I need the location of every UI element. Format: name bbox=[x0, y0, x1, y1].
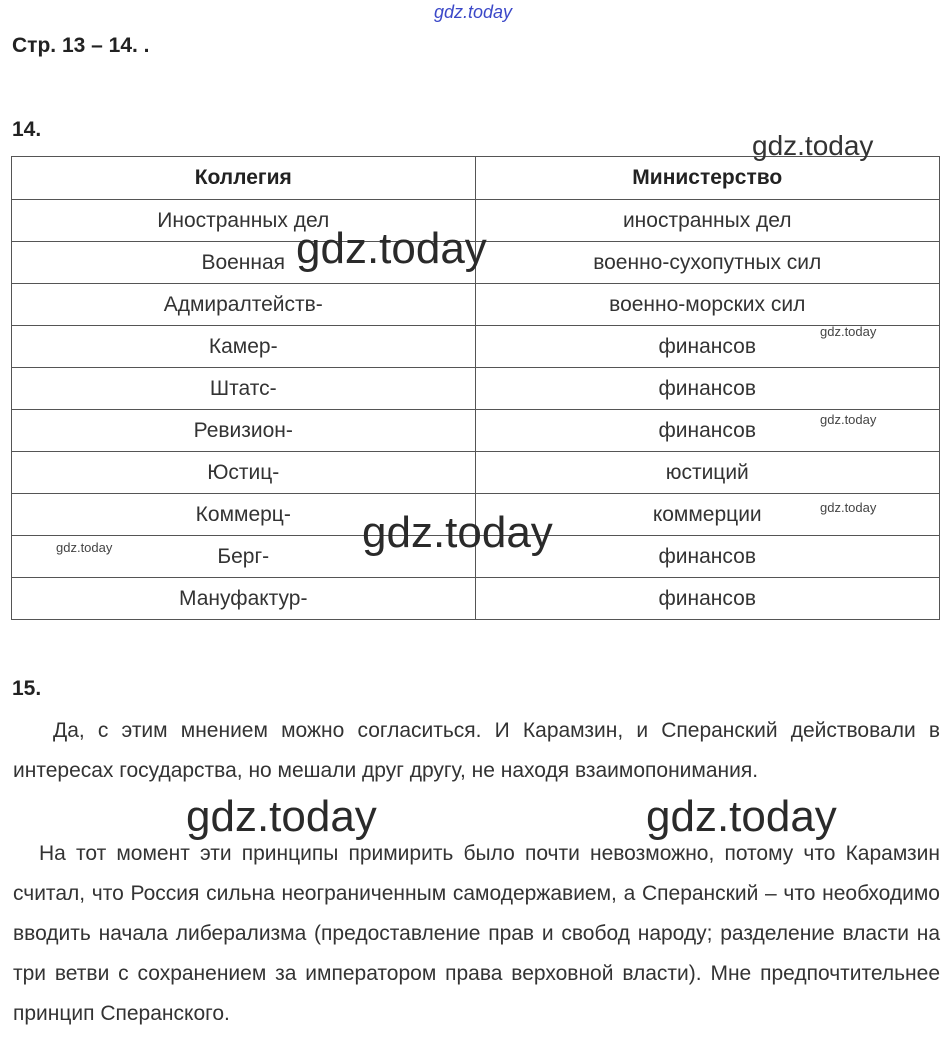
ministry-cell: военно-морских сил bbox=[475, 284, 940, 326]
table-header-row bbox=[12, 157, 940, 200]
answer-paragraph-1: Да, с этим мнением можно согласиться. И Карамзин, и Сперанский действовали в интересах государства, но мешали друг другу, не находя взаимопонимания. bbox=[13, 719, 940, 782]
watermark-row-finance-3: gdz.today bbox=[820, 412, 877, 427]
collegium-cell: Коммерц- bbox=[12, 494, 476, 536]
ministry-cell: финансов bbox=[475, 536, 940, 578]
watermark-row-finance-1: gdz.today bbox=[820, 324, 877, 339]
table-row bbox=[12, 452, 940, 494]
ministry-cell: военно-сухопутных сил bbox=[475, 242, 940, 284]
collegium-cell: Иностранных дел bbox=[12, 200, 476, 242]
task-15-number: 15. bbox=[12, 677, 42, 700]
answer-paragraph-2: На тот момент эти принципы примирить было почти невозможно, потому что Карамзин считал, что Россия сильна неограниченным самодержавием, а Сперанский – что необходимо вводить начала либерализма (предоставление прав и свобод народу; разделение власти на три ветви с сохранением за императором права верховной власти). Мне предпочтительнее принцип Сперанского. bbox=[13, 842, 940, 1025]
ministry-cell: финансов bbox=[475, 578, 940, 620]
header-collegium: Коллегия bbox=[12, 157, 476, 200]
table-row bbox=[12, 410, 940, 452]
collegium-cell: Мануфактур- bbox=[12, 578, 476, 620]
collegium-cell: Штатс- bbox=[12, 368, 476, 410]
table-row bbox=[12, 326, 940, 368]
collegium-cell: Камер- bbox=[12, 326, 476, 368]
watermark-table-center: gdz.today bbox=[296, 224, 487, 273]
watermark-para-left: gdz.today bbox=[186, 792, 377, 841]
watermark-para-right: gdz.today bbox=[646, 792, 837, 841]
table-row bbox=[12, 578, 940, 620]
ministry-cell: коммерции bbox=[475, 494, 940, 536]
ministry-cell: иностранных дел bbox=[475, 200, 940, 242]
collegium-cell: Военная bbox=[12, 242, 476, 284]
header-ministry: Министерство bbox=[475, 157, 940, 200]
collegium-cell: Юстиц- bbox=[12, 452, 476, 494]
table-row bbox=[12, 368, 940, 410]
ministry-cell: юстиций bbox=[475, 452, 940, 494]
task-14-number: 14. bbox=[12, 118, 42, 141]
watermark-row-berg-left: gdz.today bbox=[56, 540, 113, 555]
table-row bbox=[12, 284, 940, 326]
watermark-table-lower: gdz.today bbox=[362, 508, 553, 557]
ministry-cell: финансов bbox=[475, 410, 940, 452]
watermark-row-commerce: gdz.today bbox=[820, 500, 877, 515]
task-15-paragraph-1 bbox=[13, 711, 940, 791]
ministry-cell: финансов bbox=[475, 326, 940, 368]
task-15-paragraph-2 bbox=[13, 834, 940, 1034]
collegium-cell: Берг- bbox=[12, 536, 476, 578]
page-header: Стр. 13 – 14. . bbox=[12, 34, 150, 57]
collegium-cell: Адмиралтейств- bbox=[12, 284, 476, 326]
collegium-cell: Ревизион- bbox=[12, 410, 476, 452]
watermark-table-top-right: gdz.today bbox=[752, 130, 874, 161]
watermark-top: gdz.today bbox=[434, 2, 513, 22]
ministry-cell: финансов bbox=[475, 368, 940, 410]
